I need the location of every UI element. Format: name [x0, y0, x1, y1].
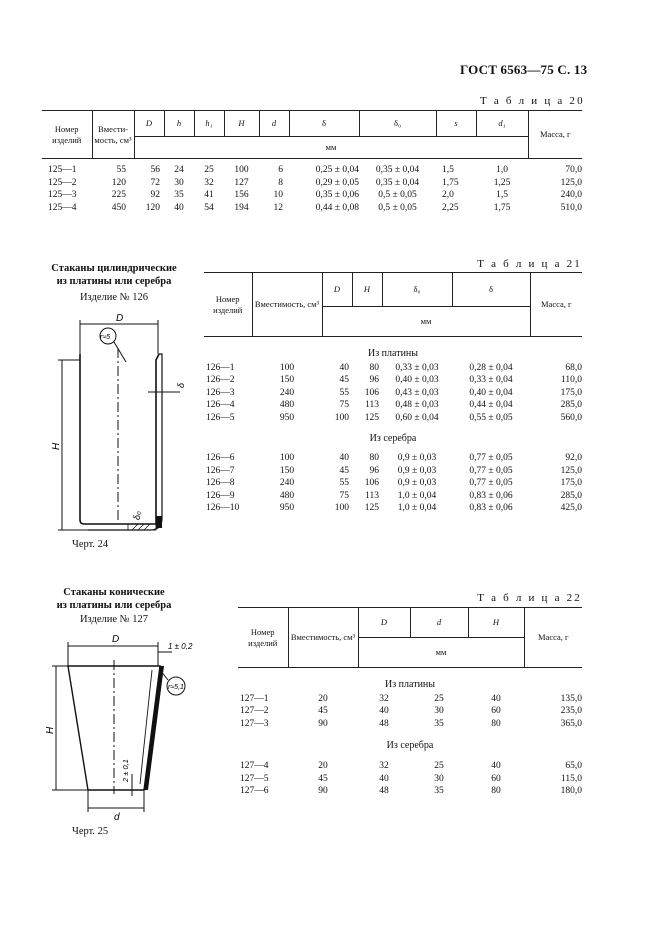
table-cell: 510,0: [560, 202, 582, 213]
table-row: [238, 761, 582, 774]
table-cell: 75: [339, 400, 349, 410]
table-row: [204, 503, 582, 516]
table-cell: 48: [379, 718, 389, 729]
table-row: [238, 706, 582, 719]
table-cell: 125—4: [48, 202, 77, 213]
table-cell: 40: [379, 773, 389, 784]
t21-h-delta: δ: [452, 273, 530, 307]
table-row: [42, 190, 582, 203]
table-cell: 126—8: [206, 478, 235, 488]
table-cell: 125,0: [560, 177, 582, 188]
label-delta0: δ₀: [132, 511, 142, 520]
table-cell: 127: [234, 177, 249, 188]
t21-h-number: Номер изделий: [204, 273, 252, 337]
label-H: H: [51, 442, 62, 450]
table-cell: 72: [150, 177, 160, 188]
table-cell: 106: [364, 387, 379, 398]
table-cell: 126—4: [206, 400, 235, 410]
t22-h-number: Номер изделий: [238, 608, 288, 668]
table-cell: 25: [204, 165, 214, 175]
table-cell: 40: [491, 693, 501, 704]
table-cell: 30: [434, 706, 444, 716]
table-cell: 45: [318, 706, 328, 716]
table-cell: 950: [279, 412, 295, 423]
table-cell: 0,77 ± 0,05: [469, 465, 513, 476]
table-cell: 365,0: [560, 718, 582, 729]
table-cell: 96: [369, 465, 379, 476]
table-cell: 0,25 ± 0,04: [315, 165, 359, 175]
t22-h-D: D: [358, 608, 410, 638]
table-cell: 25: [434, 761, 444, 771]
table-cell: 0,35 ± 0,06: [315, 190, 359, 200]
table-cell: 30: [434, 773, 444, 784]
table-cell: 120: [145, 202, 160, 213]
t21-h-H: H: [352, 273, 382, 307]
table-cell: 235,0: [560, 706, 582, 716]
t22-section-platinum: Из платины: [385, 679, 435, 690]
table-cell: 90: [318, 786, 328, 796]
t20-h-unit: мм: [134, 137, 528, 159]
label-tolerance: 1 ± 0,2: [168, 642, 193, 651]
table22-caption: Т а б л и ц а 22: [477, 592, 582, 604]
table-cell: 0,35 ± 0,04: [375, 165, 420, 175]
t22-section-silver: Из серебра: [386, 739, 434, 751]
table-row: [42, 165, 582, 178]
table-row: [238, 693, 582, 706]
table-cell: 80: [369, 362, 379, 373]
label-D: D: [116, 313, 124, 324]
t22-h-H: H: [468, 608, 524, 638]
table-cell: 180,0: [560, 786, 582, 796]
table-cell: 40: [339, 453, 349, 463]
table-cell: 126—9: [206, 490, 235, 501]
table-cell: 126—1: [206, 362, 235, 373]
block127-title-line2: из платины или серебра: [56, 600, 172, 611]
table-cell: 126—5: [206, 412, 235, 423]
block127-title: [30, 586, 198, 612]
table-row: [204, 400, 582, 413]
table-cell: 0,44 ± 0,04: [469, 400, 513, 410]
table-cell: 25: [434, 693, 444, 704]
table-cell: 20: [318, 693, 328, 704]
table-cell: 54: [204, 202, 214, 213]
table-cell: 100: [334, 412, 349, 423]
table-row: [204, 387, 582, 400]
table-row: [42, 177, 582, 190]
table-cell: 115,0: [560, 773, 582, 784]
table-cell: 120: [111, 177, 126, 188]
table-cell: 45: [318, 773, 328, 784]
table-row: [204, 362, 582, 375]
table-cell: 40: [379, 706, 389, 716]
table-cell: 150: [279, 465, 295, 476]
table-cell: 285,0: [560, 400, 582, 410]
t20-h-d: d: [259, 111, 289, 137]
table-cell: 1,5: [496, 190, 508, 200]
table-cell: 10: [273, 190, 283, 200]
table-row: [42, 202, 582, 215]
figure-24-cylindrical-beaker: [48, 310, 198, 535]
table-cell: 1,0: [496, 165, 508, 175]
table-cell: 126—10: [206, 503, 240, 513]
table-cell: 80: [491, 718, 501, 729]
table21: [204, 272, 582, 515]
table-cell: 240: [279, 478, 295, 488]
table-cell: 6: [278, 165, 283, 175]
table-cell: 125—1: [48, 165, 77, 175]
label-r: r≈5: [100, 334, 111, 341]
table-row: [204, 478, 582, 491]
table-cell: 100: [334, 503, 349, 513]
t20-h-H: H: [224, 111, 259, 137]
figure-25-conical-beaker: [45, 630, 223, 825]
t22-h-mass: Масса, г: [524, 608, 582, 668]
table-cell: 55: [116, 165, 126, 175]
table-cell: 0,77 ± 0,05: [469, 453, 513, 463]
table-cell: 48: [379, 786, 389, 796]
table-cell: 240: [279, 387, 295, 398]
table-cell: 0,55 ± 0,05: [469, 412, 513, 423]
table-cell: 12: [273, 202, 283, 213]
table-cell: 20: [318, 761, 328, 771]
table-cell: 125,0: [560, 465, 582, 476]
table-cell: 70,0: [565, 165, 582, 175]
table-cell: 106: [364, 478, 379, 488]
table-cell: 135,0: [560, 693, 582, 704]
t21-h-capacity: Вместимость, см³: [252, 273, 322, 337]
block127-title-line1: Стаканы конические: [63, 587, 165, 598]
t20-h-h: h: [164, 111, 194, 137]
table-cell: 0,33 ± 0,03: [395, 362, 439, 373]
t22-h-unit: мм: [358, 638, 524, 668]
label-r: r≈5,1: [168, 684, 184, 691]
block126-item: Изделие № 126: [79, 292, 149, 303]
t20-h-number: Номер изделий: [42, 111, 92, 159]
block126-title-line1: Стаканы цилиндрические: [51, 263, 177, 274]
table-cell: 194: [234, 202, 249, 213]
table-cell: 0,40 ± 0,04: [469, 387, 513, 398]
table-cell: 126—7: [206, 465, 235, 476]
table-cell: 127—4: [240, 761, 269, 771]
table-cell: 0,9 ± 0,03: [397, 478, 437, 488]
label-bottom-thickness: 2 ± 0,1: [121, 759, 130, 782]
t22-h-capacity: Вместимость, см³: [288, 608, 358, 668]
table-cell: 90: [318, 718, 328, 729]
table-cell: 127—3: [240, 718, 269, 729]
table-row: [238, 786, 582, 799]
t21-h-delta0: δ₀: [382, 273, 452, 307]
table-cell: 96: [369, 375, 379, 385]
table-cell: 0,5 ± 0,05: [378, 190, 417, 200]
table-cell: 8: [278, 177, 283, 188]
table-row: [204, 490, 582, 503]
table-cell: 125: [364, 412, 379, 423]
table-cell: 80: [369, 453, 379, 463]
table-cell: 40: [339, 362, 349, 373]
table-cell: 127—1: [240, 693, 269, 704]
t20-h-s: s: [436, 111, 476, 137]
table-cell: 1,25: [493, 177, 511, 188]
table-cell: 75: [339, 490, 349, 501]
table-row: [238, 773, 582, 786]
t20-h-h1: h₁: [194, 111, 224, 137]
table-cell: 60: [491, 773, 501, 784]
table20-caption: Т а б л и ц а 20: [480, 95, 585, 107]
table-cell: 1,75: [442, 177, 459, 188]
label-H: H: [45, 726, 56, 734]
table-cell: 35: [174, 190, 184, 200]
label-d: d: [114, 812, 120, 823]
table-cell: 127—5: [240, 773, 269, 784]
table-cell: 225: [111, 190, 126, 200]
table-cell: 35: [434, 718, 444, 729]
table-cell: 156: [234, 190, 249, 200]
table-row: [204, 412, 582, 425]
table-cell: 0,48 ± 0,03: [395, 400, 439, 410]
table-cell: 1,75: [493, 202, 511, 213]
table-row: [204, 375, 582, 388]
table-cell: 30: [174, 177, 184, 188]
table-cell: 56: [150, 165, 160, 175]
table-cell: 2,0: [442, 190, 454, 200]
table-cell: 126—3: [206, 387, 235, 398]
table21-caption: Т а б л и ц а 21: [477, 258, 582, 270]
table-row: [204, 465, 582, 478]
table-cell: 41: [204, 190, 214, 200]
t22-h-d: d: [410, 608, 468, 638]
t20-h-d1: d₁: [476, 111, 528, 137]
table-cell: 80: [491, 786, 501, 796]
t20-h-capacity: Вмести- мость, см³: [92, 111, 134, 159]
table-cell: 100: [279, 453, 295, 463]
table-cell: 55: [339, 478, 349, 488]
table-cell: 24: [174, 165, 184, 175]
table-cell: 0,28 ± 0,04: [469, 362, 513, 373]
table-cell: 45: [339, 375, 349, 385]
table-cell: 127—6: [240, 786, 269, 796]
table-cell: 425,0: [560, 503, 582, 513]
table-cell: 40: [491, 761, 501, 771]
table-cell: 0,35 ± 0,04: [375, 177, 420, 188]
t21-h-D: D: [322, 273, 352, 307]
label-delta: δ: [176, 382, 186, 388]
block127-item: Изделие № 127: [79, 614, 149, 625]
table-cell: 100: [234, 165, 249, 175]
table-cell: 480: [279, 400, 295, 410]
t20-h-delta: δ: [289, 111, 359, 137]
table-cell: 1,0 ± 0,04: [397, 490, 437, 501]
table-cell: 175,0: [560, 387, 582, 398]
table-cell: 0,9 ± 0,03: [397, 453, 437, 463]
figure-25-caption: Черт. 25: [72, 826, 109, 837]
table20: [42, 110, 582, 215]
table-cell: 950: [279, 503, 295, 513]
table-cell: 480: [279, 490, 295, 501]
t20-h-mass: Масса, г: [528, 111, 582, 159]
table-cell: 0,40 ± 0,03: [395, 375, 439, 385]
table-cell: 92,0: [565, 453, 582, 463]
table-cell: 0,77 ± 0,05: [469, 478, 513, 488]
table-cell: 40: [174, 202, 184, 213]
table-cell: 113: [365, 400, 379, 410]
table-cell: 0,44 ± 0,08: [315, 202, 359, 213]
table-cell: 2,25: [442, 202, 459, 213]
table-cell: 125: [364, 503, 379, 513]
table-cell: 0,29 ± 0,05: [315, 177, 359, 188]
table-cell: 126—2: [206, 375, 235, 385]
page-header: ГОСТ 6563—75 С. 13: [460, 62, 588, 77]
table-cell: 32: [379, 693, 389, 704]
t20-h-D: D: [134, 111, 164, 137]
t21-h-unit: мм: [322, 307, 530, 337]
table-cell: 1,5: [442, 165, 454, 175]
table-cell: 127—2: [240, 706, 269, 716]
table-cell: 450: [111, 202, 126, 213]
block126-title: [30, 262, 198, 288]
t21-section-platinum: Из платины: [368, 348, 418, 359]
table-cell: 125—3: [48, 190, 77, 200]
table-cell: 32: [379, 761, 389, 771]
t21-h-mass: Масса, г: [530, 273, 582, 337]
t21-section-silver: Из серебра: [369, 432, 417, 444]
table-cell: 68,0: [565, 362, 582, 373]
table-cell: 100: [279, 362, 295, 373]
table-cell: 55: [339, 387, 349, 398]
table-cell: 0,43 ± 0,03: [395, 387, 439, 398]
table-cell: 92: [150, 190, 160, 200]
table-cell: 0,60 ± 0,04: [395, 412, 439, 423]
table-cell: 113: [365, 490, 379, 501]
table-cell: 45: [339, 465, 349, 476]
block126-title-line2: из платины или серебра: [56, 276, 172, 287]
table-cell: 0,5 ± 0,05: [378, 202, 417, 213]
label-D: D: [112, 634, 120, 645]
table-cell: 126—6: [206, 453, 235, 463]
table-row: [238, 718, 582, 731]
table-cell: 175,0: [560, 478, 582, 488]
t20-h-delta0: δ₀: [359, 111, 436, 137]
table-cell: 65,0: [565, 761, 582, 771]
table-cell: 150: [279, 375, 295, 385]
table-cell: 110,0: [560, 375, 582, 385]
table-cell: 60: [491, 706, 501, 716]
table-row: [204, 453, 582, 466]
figure-24-caption: Черт. 24: [72, 539, 109, 550]
table-cell: 0,83 ± 0,06: [469, 503, 513, 513]
table-cell: 125—2: [48, 177, 77, 188]
table-cell: 32: [204, 177, 214, 188]
table-cell: 35: [434, 786, 444, 796]
table-cell: 285,0: [560, 490, 582, 501]
table-cell: 560,0: [560, 412, 582, 423]
table-cell: 0,83 ± 0,06: [469, 490, 513, 501]
table22: [238, 607, 582, 798]
table-cell: 0,33 ± 0,04: [469, 375, 513, 385]
table-cell: 240,0: [560, 190, 582, 200]
table-cell: 0,9 ± 0,03: [397, 465, 437, 476]
table-cell: 1,0 ± 0,04: [397, 503, 437, 513]
